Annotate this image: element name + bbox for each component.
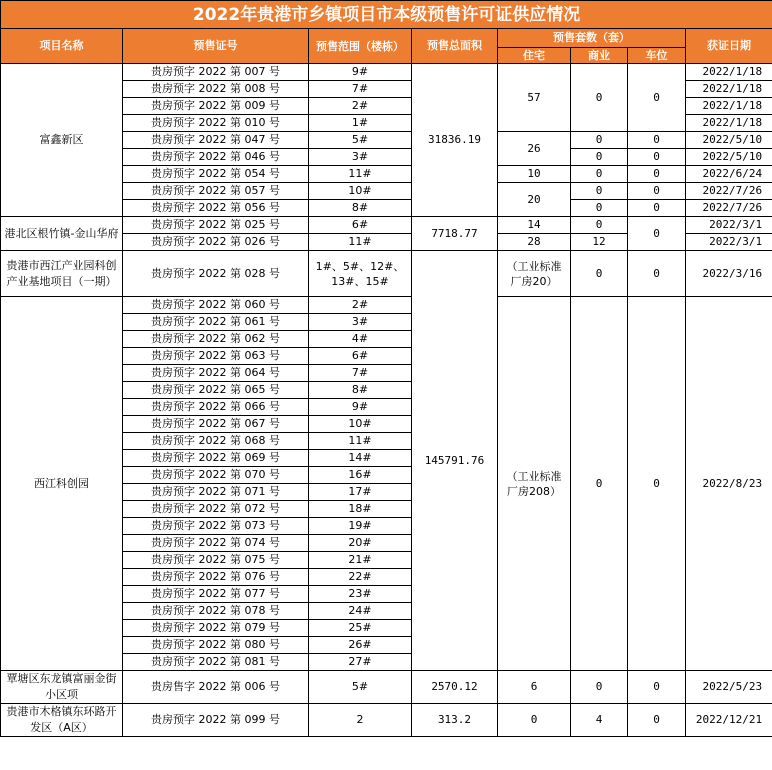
building-range: 19# [309,518,412,535]
issue-date: 2022/5/10 [686,149,772,166]
residential-count: 57 [498,64,571,132]
residential-count: （工业标准厂房208） [498,297,571,671]
residential-count: 6 [498,671,571,704]
building-range: 9# [309,399,412,416]
building-range: 26# [309,637,412,654]
residential-count: （工业标准厂房20） [498,251,571,297]
table-row [1,297,772,314]
issue-date: 2022/7/26 [686,183,772,200]
residential-count: 14 [498,217,571,234]
building-range: 6# [309,217,412,234]
parking-count: 0 [628,671,686,704]
commercial-count: 12 [571,234,628,251]
header-parking: 车位 [628,48,686,64]
issue-date: 2022/3/16 [686,251,772,297]
issue-date: 2022/3/1 [686,217,772,234]
header-range: 预售范围（楼栋） [309,29,412,64]
building-range: 6# [309,348,412,365]
cert-number: 贵房预字 2022 第 064 号 [123,365,309,382]
cert-number: 贵房预字 2022 第 007 号 [123,64,309,81]
cert-number: 贵房预字 2022 第 076 号 [123,569,309,586]
building-range: 4# [309,331,412,348]
residential-count: 10 [498,166,571,183]
issue-date: 2022/6/24 [686,166,772,183]
building-range: 5# [309,671,412,704]
cert-number: 贵房预字 2022 第 072 号 [123,501,309,518]
building-range: 20# [309,535,412,552]
header-project: 项目名称 [1,29,123,64]
building-range: 2# [309,297,412,314]
parking-count: 0 [628,166,686,183]
cert-number: 贵房售字 2022 第 006 号 [123,671,309,704]
building-range: 18# [309,501,412,518]
cert-number: 贵房预字 2022 第 060 号 [123,297,309,314]
cert-number: 贵房预字 2022 第 063 号 [123,348,309,365]
cert-number: 贵房预字 2022 第 026 号 [123,234,309,251]
commercial-count: 0 [571,183,628,200]
header-sets: 预售套数（套） [498,29,686,48]
commercial-count: 0 [571,297,628,671]
building-range: 2# [309,98,412,115]
cert-number: 贵房预字 2022 第 067 号 [123,416,309,433]
parking-count: 0 [628,183,686,200]
presale-area: 31836.19 [412,64,498,217]
header-commercial: 商业 [571,48,628,64]
cert-number: 贵房预字 2022 第 074 号 [123,535,309,552]
header-row [1,29,772,48]
table-row [1,704,772,737]
commercial-count: 0 [571,217,628,234]
residential-count: 26 [498,132,571,166]
project-name: 贵港市木格镇东环路开发区（A区） [1,704,123,737]
residential-count: 0 [498,704,571,737]
commercial-count: 0 [571,132,628,149]
title-row [1,1,772,29]
building-range: 10# [309,416,412,433]
building-range: 16# [309,467,412,484]
table-title: 2022年贵港市乡镇项目市本级预售许可证供应情况 [1,1,772,29]
commercial-count: 0 [571,64,628,132]
building-range: 5# [309,132,412,149]
building-range: 2 [309,704,412,737]
parking-count: 0 [628,64,686,132]
parking-count: 0 [628,149,686,166]
building-range: 1# [309,115,412,132]
building-range: 8# [309,200,412,217]
project-name: 覃塘区东龙镇富丽金街小区项 [1,671,123,704]
building-range: 3# [309,149,412,166]
cert-number: 贵房预字 2022 第 008 号 [123,81,309,98]
issue-date: 2022/1/18 [686,98,772,115]
building-range: 11# [309,433,412,450]
building-range: 21# [309,552,412,569]
header-area: 预售总面积 [412,29,498,64]
table-row [1,217,772,234]
header-residential: 住宅 [498,48,571,64]
cert-number: 贵房预字 2022 第 010 号 [123,115,309,132]
issue-date: 2022/1/18 [686,81,772,98]
residential-count: 20 [498,183,571,217]
issue-date: 2022/5/10 [686,132,772,149]
cert-number: 贵房预字 2022 第 099 号 [123,704,309,737]
parking-count: 0 [628,217,686,251]
commercial-count: 0 [571,251,628,297]
cert-number: 贵房预字 2022 第 080 号 [123,637,309,654]
building-range: 14# [309,450,412,467]
issue-date: 2022/7/26 [686,200,772,217]
residential-count: 28 [498,234,571,251]
cert-number: 贵房预字 2022 第 028 号 [123,251,309,297]
building-range: 7# [309,365,412,382]
issue-date: 2022/5/23 [686,671,772,704]
commercial-count: 0 [571,166,628,183]
issue-date: 2022/1/18 [686,64,772,81]
parking-count: 0 [628,297,686,671]
building-range: 9# [309,64,412,81]
cert-number: 贵房预字 2022 第 056 号 [123,200,309,217]
issue-date: 2022/3/1 [686,234,772,251]
issue-date: 2022/12/21 [686,704,772,737]
building-range: 8# [309,382,412,399]
cert-number: 贵房预字 2022 第 068 号 [123,433,309,450]
commercial-count: 0 [571,149,628,166]
cert-number: 贵房预字 2022 第 075 号 [123,552,309,569]
building-range: 23# [309,586,412,603]
issue-date: 2022/8/23 [686,297,772,671]
commercial-count: 0 [571,200,628,217]
building-range: 27# [309,654,412,671]
project-name: 港北区根竹镇-金山华府 [1,217,123,251]
cert-number: 贵房预字 2022 第 078 号 [123,603,309,620]
presale-area: 7718.77 [412,217,498,251]
building-range: 1#、5#、12#、13#、15# [309,251,412,297]
cert-number: 贵房预字 2022 第 069 号 [123,450,309,467]
building-range: 22# [309,569,412,586]
cert-number: 贵房预字 2022 第 057 号 [123,183,309,200]
cert-number: 贵房预字 2022 第 066 号 [123,399,309,416]
cert-number: 贵房预字 2022 第 065 号 [123,382,309,399]
presale-area: 2570.12 [412,671,498,704]
cert-number: 贵房预字 2022 第 062 号 [123,331,309,348]
building-range: 10# [309,183,412,200]
project-name: 西江科创园 [1,297,123,671]
cert-number: 贵房预字 2022 第 070 号 [123,467,309,484]
cert-number: 贵房预字 2022 第 071 号 [123,484,309,501]
project-name: 贵港市西江产业园科创产业基地项目（一期） [1,251,123,297]
commercial-count: 4 [571,704,628,737]
parking-count: 0 [628,132,686,149]
table-row [1,251,772,297]
parking-count: 0 [628,200,686,217]
parking-count: 0 [628,704,686,737]
cert-number: 贵房预字 2022 第 047 号 [123,132,309,149]
cert-number: 贵房预字 2022 第 054 号 [123,166,309,183]
building-range: 11# [309,166,412,183]
cert-number: 贵房预字 2022 第 081 号 [123,654,309,671]
building-range: 11# [309,234,412,251]
header-date: 获证日期 [686,29,772,64]
table-row [1,64,772,81]
building-range: 17# [309,484,412,501]
presale-area: 313.2 [412,704,498,737]
cert-number: 贵房预字 2022 第 077 号 [123,586,309,603]
building-range: 3# [309,314,412,331]
parking-count: 0 [628,251,686,297]
header-cert: 预售证号 [123,29,309,64]
cert-number: 贵房预字 2022 第 025 号 [123,217,309,234]
cert-number: 贵房预字 2022 第 079 号 [123,620,309,637]
cert-number: 贵房预字 2022 第 061 号 [123,314,309,331]
building-range: 25# [309,620,412,637]
building-range: 24# [309,603,412,620]
building-range: 7# [309,81,412,98]
table-row [1,671,772,704]
issue-date: 2022/1/18 [686,115,772,132]
commercial-count: 0 [571,671,628,704]
project-name: 富鑫新区 [1,64,123,217]
cert-number: 贵房预字 2022 第 073 号 [123,518,309,535]
cert-number: 贵房预字 2022 第 046 号 [123,149,309,166]
cert-number: 贵房预字 2022 第 009 号 [123,98,309,115]
presale-area: 145791.76 [412,251,498,671]
